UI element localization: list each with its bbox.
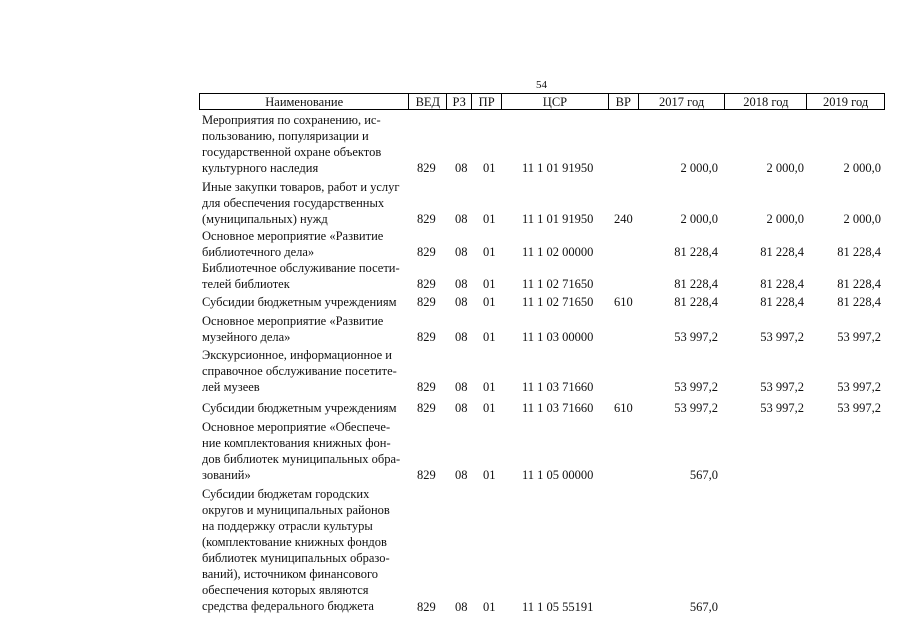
cell-y2017: 567,0 xyxy=(689,468,718,482)
cell-y2017: 81 228,4 xyxy=(674,295,718,309)
cell-csr: 11 1 03 71660 xyxy=(522,380,594,394)
table-row xyxy=(199,294,885,310)
header-pr: ПР xyxy=(472,94,502,109)
header-rz: РЗ xyxy=(447,94,472,109)
cell-rz: 08 xyxy=(455,277,468,291)
header-2017: 2017 год xyxy=(639,94,726,109)
cell-y2017: 567,0 xyxy=(689,600,718,614)
cell-ved: 829 xyxy=(417,380,436,394)
header-2019: 2019 год xyxy=(823,95,869,109)
cell-vr: 240 xyxy=(614,212,633,226)
cell-pr: 01 xyxy=(483,212,496,226)
cell-pr: 01 xyxy=(483,330,496,344)
cell-y2018: 81 228,4 xyxy=(760,245,804,259)
row-name: Субсидии бюджетным учреждениям xyxy=(202,295,397,309)
cell-csr: 11 1 02 00000 xyxy=(522,245,594,259)
cell-y2019: 2 000,0 xyxy=(843,161,881,175)
cell-ved: 829 xyxy=(417,330,436,344)
row-name: Основное мероприятие «Обеспече- ние комплектования книжных фон- дов библиотек муниципальных обра- зований» xyxy=(202,420,401,482)
cell-pr: 01 xyxy=(483,245,496,259)
cell-y2017: 53 997,2 xyxy=(674,330,718,344)
cell-y2018: 2 000,0 xyxy=(766,212,804,226)
cell-rz: 08 xyxy=(455,212,468,226)
cell-csr: 11 1 05 55191 xyxy=(522,600,594,614)
cell-pr: 01 xyxy=(483,277,496,291)
cell-pr: 01 xyxy=(483,468,496,482)
row-name: Субсидии бюджетным учреждениям xyxy=(202,401,397,415)
row-name: Мероприятия по сохранению, ис- пользованию, популяризации и государственной охране объектов культурного наследия xyxy=(202,113,382,175)
cell-ved: 829 xyxy=(417,277,436,291)
cell-y2018: 53 997,2 xyxy=(760,330,804,344)
cell-y2019: 81 228,4 xyxy=(837,245,881,259)
table-row xyxy=(199,486,885,615)
header-csr: ЦСР xyxy=(502,94,609,109)
cell-y2019: 53 997,2 xyxy=(837,380,881,394)
row-name: Основное мероприятие «Развитие музейного дела» xyxy=(202,314,384,344)
table-header xyxy=(199,93,885,110)
row-name: Библиотечное обслуживание посети- телей библиотек xyxy=(202,261,400,291)
table-row xyxy=(199,112,885,176)
cell-ved: 829 xyxy=(417,245,436,259)
row-name: Иные закупки товаров, работ и услуг для обеспечения государственных (муниципальных) нужд xyxy=(202,180,400,226)
cell-rz: 08 xyxy=(455,380,468,394)
header-ved: ВЕД xyxy=(409,94,447,109)
table-row xyxy=(199,313,885,345)
cell-csr: 11 1 03 00000 xyxy=(522,330,594,344)
cell-y2019: 53 997,2 xyxy=(837,401,881,415)
cell-vr: 610 xyxy=(614,401,633,415)
cell-pr: 01 xyxy=(483,161,496,175)
cell-y2018: 81 228,4 xyxy=(760,295,804,309)
cell-rz: 08 xyxy=(455,330,468,344)
row-name: Экскурсионное, информационное и справочное обслуживание посетите- лей музеев xyxy=(202,348,397,394)
cell-pr: 01 xyxy=(483,401,496,415)
cell-rz: 08 xyxy=(455,468,468,482)
cell-ved: 829 xyxy=(417,295,436,309)
cell-y2019: 81 228,4 xyxy=(837,295,881,309)
table-row xyxy=(199,419,885,483)
cell-y2017: 53 997,2 xyxy=(674,380,718,394)
cell-rz: 08 xyxy=(455,161,468,175)
cell-y2017: 81 228,4 xyxy=(674,245,718,259)
cell-y2019: 81 228,4 xyxy=(837,277,881,291)
cell-ved: 829 xyxy=(417,468,436,482)
cell-csr: 11 1 01 91950 xyxy=(522,212,594,226)
page-number: 54 xyxy=(536,79,547,91)
cell-y2019: 2 000,0 xyxy=(843,212,881,226)
table-row xyxy=(199,228,885,260)
cell-pr: 01 xyxy=(483,295,496,309)
cell-y2018: 81 228,4 xyxy=(760,277,804,291)
row-name: Субсидии бюджетам городских округов и муниципальных районов на поддержку отрасли культуры (комплектование книжных фондов библиотек муниципальных образо- ваний), источником финансового обеспечения которых являются средства федерального бюджета xyxy=(202,487,390,613)
cell-csr: 11 1 02 71650 xyxy=(522,295,594,309)
cell-rz: 08 xyxy=(455,600,468,614)
cell-y2017: 2 000,0 xyxy=(680,212,718,226)
cell-y2019: 53 997,2 xyxy=(837,330,881,344)
cell-ved: 829 xyxy=(417,161,436,175)
table-row xyxy=(199,347,885,395)
header-name: Наименование xyxy=(200,94,409,109)
cell-ved: 829 xyxy=(417,212,436,226)
cell-vr: 610 xyxy=(614,295,633,309)
cell-csr: 11 1 01 91950 xyxy=(522,161,594,175)
cell-y2018: 53 997,2 xyxy=(760,401,804,415)
cell-rz: 08 xyxy=(455,295,468,309)
cell-csr: 11 1 02 71650 xyxy=(522,277,594,291)
table-row xyxy=(199,179,885,227)
row-name: Основное мероприятие «Развитие библиотечного дела» xyxy=(202,229,384,259)
cell-ved: 829 xyxy=(417,600,436,614)
cell-csr: 11 1 03 71660 xyxy=(522,401,594,415)
header-vr: ВР xyxy=(609,94,639,109)
cell-y2017: 53 997,2 xyxy=(674,401,718,415)
header-2018: 2018 год xyxy=(725,94,807,109)
cell-ved: 829 xyxy=(417,401,436,415)
cell-y2018: 53 997,2 xyxy=(760,380,804,394)
cell-pr: 01 xyxy=(483,380,496,394)
table-row xyxy=(199,400,885,416)
cell-y2017: 81 228,4 xyxy=(674,277,718,291)
table-row xyxy=(199,260,885,292)
cell-y2017: 2 000,0 xyxy=(680,161,718,175)
cell-csr: 11 1 05 00000 xyxy=(522,468,594,482)
cell-pr: 01 xyxy=(483,600,496,614)
cell-y2018: 2 000,0 xyxy=(766,161,804,175)
cell-rz: 08 xyxy=(455,401,468,415)
cell-rz: 08 xyxy=(455,245,468,259)
